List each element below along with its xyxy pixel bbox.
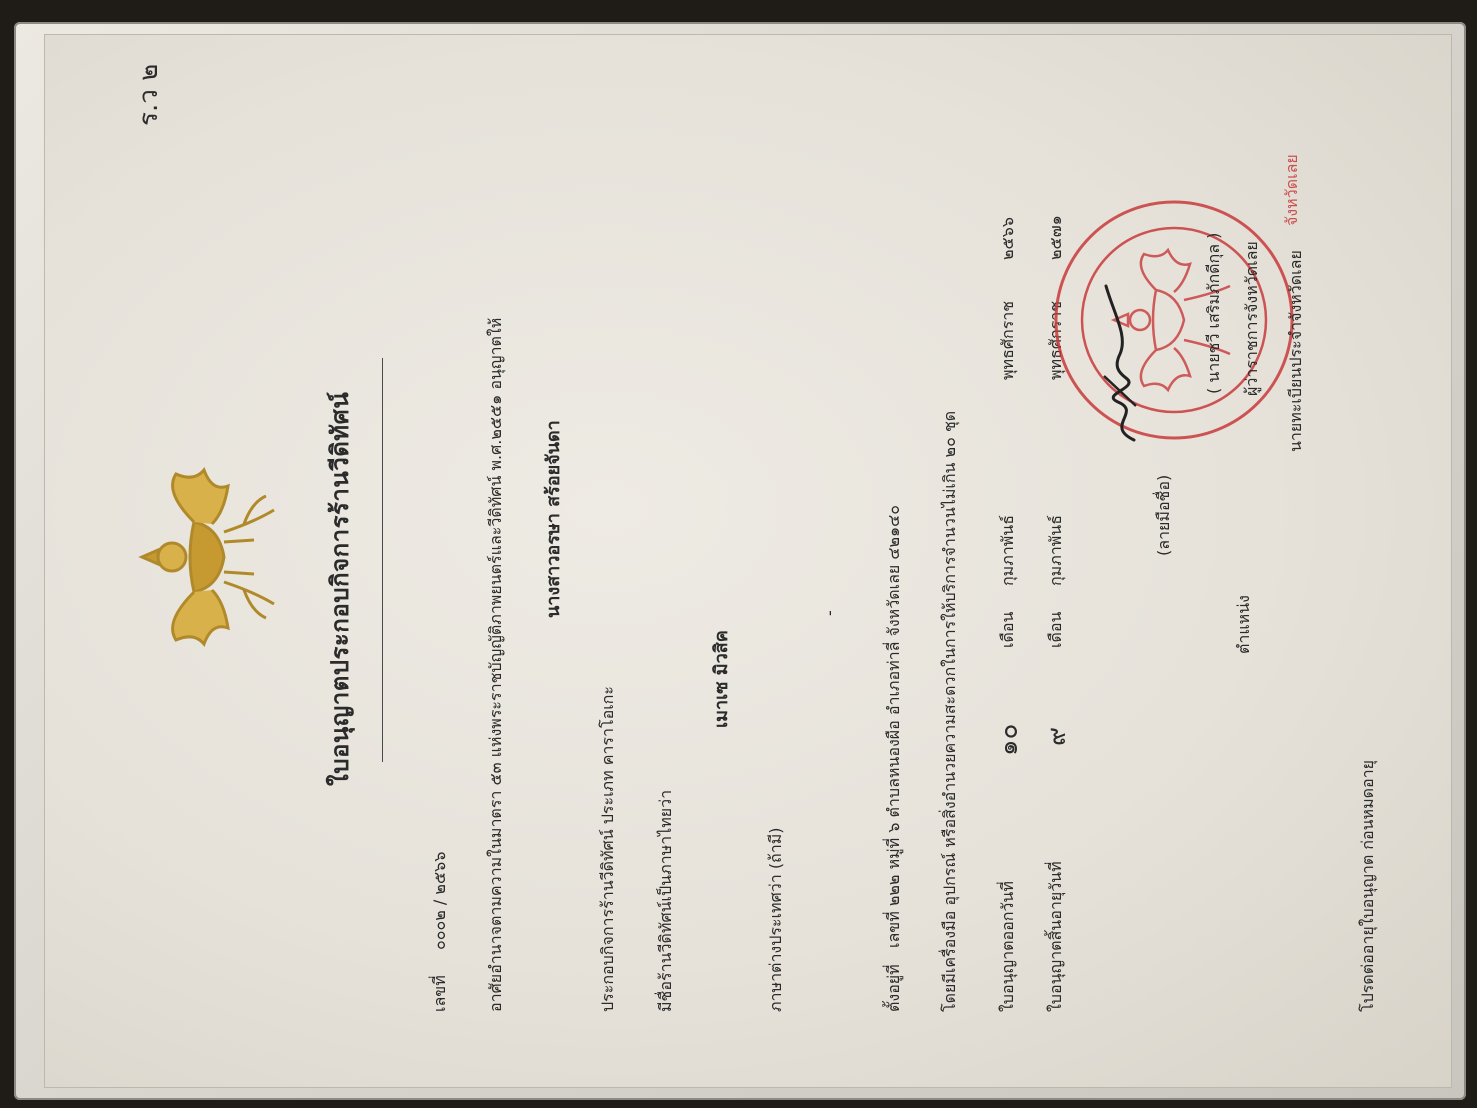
business-line: ประกอบกิจการร้านวีดิทัศน์ ประเภท คาราโอเกะ [598, 686, 617, 1012]
issue-year: ๒๕๖๖ [998, 217, 1017, 260]
license-number: ๐๐๐๒ / ๒๕๖๖ [430, 851, 449, 950]
license-document [44, 34, 1450, 1086]
issue-month-label: เดือน [998, 611, 1017, 648]
signer-name: ( นายชวี เสริมภักดีกุล ) [1204, 232, 1223, 394]
issue-day: ๑๐ [994, 723, 1024, 756]
signature-label: (ลายมือชื่อ) [1154, 474, 1173, 556]
location-text: เลขที่ ๒๒๒ หมู่ที่ ๖ ตำบลหนองผือ อำเภอท่าลี่ จังหวัดเลย ๔๒๑๔๐ [884, 504, 903, 948]
foreign-shop-name: - [820, 610, 839, 616]
licensee-name: นางสาวอรษา สร้อยจันดา [543, 420, 564, 618]
official-seal-icon [1044, 190, 1304, 450]
thai-shop-name: เมาเซ มิวสิค [711, 630, 732, 728]
signer-role: ผู้ว่าราชการจังหวัดเลย [1242, 241, 1261, 396]
expiry-month-label: เดือน [1046, 611, 1065, 648]
document-title: ใบอนุญาตประกอบกิจการร้านวีดิทัศน์ [326, 391, 354, 786]
issue-date-label: ใบอนุญาตออกวันที่ [998, 881, 1017, 1012]
issue-year-label: พุทธศักราช [998, 300, 1017, 380]
form-code: ร.ว ๒ [134, 63, 164, 126]
renewal-note: โปรดต่ออายุใบอนุญาต ก่อนหมดอายุ [1358, 760, 1377, 1012]
title-underline [382, 358, 383, 762]
expiry-year-label: พุทธศักราช [1046, 300, 1065, 380]
expiry-month: กุมภาพันธ์ [1046, 514, 1065, 586]
seal-text: จังหวัดเลย [1282, 154, 1301, 226]
equipment-text: โดยมีเครื่องมือ อุปกรณ์ หรือสิ่งอำนวยความสะดวกในการให้บริการจำนวนไม่เกิน ๒๐ ชุด [940, 410, 959, 1012]
garuda-emblem-icon [124, 462, 284, 652]
position-label: ตำแหน่ง [1234, 595, 1253, 654]
signer-registrar-role: นายทะเบียนประจำจังหวัดเลย [1286, 250, 1305, 452]
signature-mark [1084, 276, 1154, 446]
thai-name-label: มีชื่อร้านวีดิทัศน์เป็นภาษาไทยว่า [656, 789, 675, 1012]
issue-month: กุมภาพันธ์ [998, 514, 1017, 586]
expiry-day: ๙ [1042, 726, 1072, 746]
location-label: ตั้งอยู่ที่ [884, 964, 903, 1012]
expiry-year: ๒๕๗๑ [1046, 215, 1065, 260]
number-label: เลขที่ [430, 975, 449, 1012]
foreign-name-label: ภาษาต่างประเทศว่า (ถ้ามี) [766, 827, 785, 1012]
authority-text: อาศัยอำนาจตามความในมาตรา ๕๓ แห่งพระราชบัญญัติภาพยนตร์และวีดิทัศน์ พ.ศ.๒๕๕๑ อนุญาตให้ [486, 317, 505, 1012]
expiry-date-label: ใบอนุญาตสิ้นอายุวันที่ [1046, 861, 1065, 1012]
